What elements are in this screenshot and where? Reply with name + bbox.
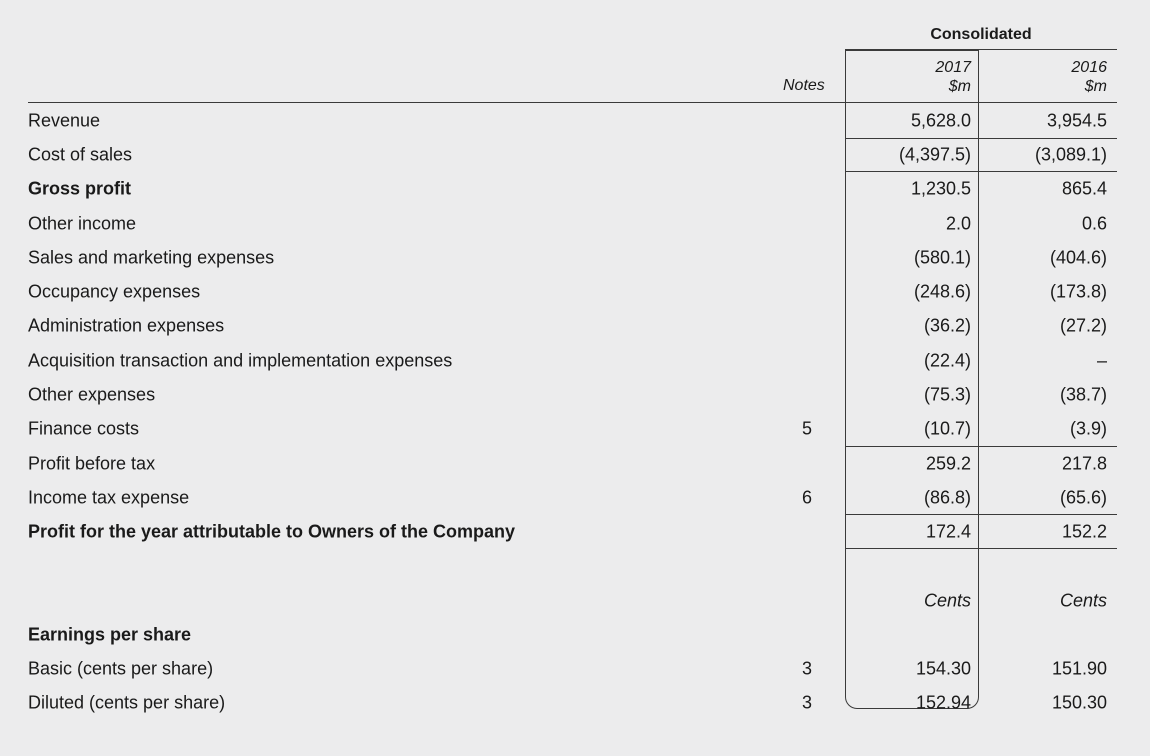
table-row bbox=[0, 447, 1150, 481]
table-row bbox=[0, 138, 1150, 172]
value-2016: 152.2 bbox=[1061, 521, 1107, 542]
value-2017: 2.0 bbox=[945, 213, 971, 234]
row-note: 5 bbox=[801, 418, 812, 439]
value-2016: – bbox=[1096, 350, 1107, 371]
table-row bbox=[0, 481, 1150, 515]
row-label: Acquisition transaction and implementation expenses bbox=[28, 350, 453, 371]
value-2017: (86.8) bbox=[923, 487, 971, 508]
profit-underline bbox=[845, 548, 1117, 549]
col-2016-unit: $m bbox=[1084, 78, 1107, 95]
value-2017: (22.4) bbox=[923, 350, 971, 371]
eps-unit-2016: Cents bbox=[1059, 590, 1107, 611]
value-2017: (10.7) bbox=[923, 418, 971, 439]
eps-heading: Earnings per share bbox=[28, 624, 192, 645]
value-2017: (580.1) bbox=[913, 247, 971, 268]
row-note: 6 bbox=[801, 487, 812, 508]
row-label: Revenue bbox=[28, 110, 101, 131]
row-label: Profit for the year attributable to Owners of the Company bbox=[28, 521, 516, 542]
col-2017-header bbox=[845, 58, 971, 96]
value-2017: (248.6) bbox=[913, 281, 971, 302]
value-2017: 154.30 bbox=[915, 658, 971, 679]
row-note: 3 bbox=[801, 692, 812, 713]
value-2017: 259.2 bbox=[925, 453, 971, 474]
table-row bbox=[0, 686, 1150, 720]
value-2016: 865.4 bbox=[1061, 178, 1107, 199]
row-label: Administration expenses bbox=[28, 315, 225, 336]
table-row bbox=[0, 207, 1150, 241]
table-row bbox=[0, 241, 1150, 275]
value-2016: (404.6) bbox=[1049, 247, 1107, 268]
table-row bbox=[0, 378, 1150, 412]
row-label: Gross profit bbox=[28, 178, 132, 199]
value-2016: 151.90 bbox=[1051, 658, 1107, 679]
value-2016: (65.6) bbox=[1059, 487, 1107, 508]
value-2016: (3,089.1) bbox=[1034, 144, 1107, 165]
table-row bbox=[0, 104, 1150, 138]
row-label: Diluted (cents per share) bbox=[28, 692, 226, 713]
value-2016: (3.9) bbox=[1069, 418, 1107, 439]
value-2016: 217.8 bbox=[1061, 453, 1107, 474]
value-2016: 0.6 bbox=[1081, 213, 1107, 234]
value-2017: (4,397.5) bbox=[898, 144, 971, 165]
row-label: Other expenses bbox=[28, 384, 156, 405]
row-label: Other income bbox=[28, 213, 137, 234]
eps-unit-2017: Cents bbox=[923, 590, 971, 611]
table-row bbox=[0, 275, 1150, 309]
row-label: Profit before tax bbox=[28, 453, 156, 474]
value-2016: (27.2) bbox=[1059, 315, 1107, 336]
value-2016: (38.7) bbox=[1059, 384, 1107, 405]
table-row bbox=[0, 172, 1150, 206]
eps-heading-row bbox=[0, 618, 1150, 652]
table-title: Consolidated bbox=[930, 26, 1032, 43]
value-2017: 172.4 bbox=[925, 521, 971, 542]
notes-header: Notes bbox=[783, 77, 825, 94]
row-label: Cost of sales bbox=[28, 144, 133, 165]
table-row bbox=[0, 344, 1150, 378]
value-2017: (36.2) bbox=[923, 315, 971, 336]
col-2016-header bbox=[981, 58, 1107, 96]
value-2016: 150.30 bbox=[1051, 692, 1107, 713]
row-label: Basic (cents per share) bbox=[28, 658, 214, 679]
col-2016-year: 2016 bbox=[1071, 59, 1107, 76]
table-row bbox=[0, 652, 1150, 686]
row-label: Finance costs bbox=[28, 418, 140, 439]
header-separator bbox=[28, 102, 1117, 103]
row-label: Occupancy expenses bbox=[28, 281, 201, 302]
value-2017: 5,628.0 bbox=[910, 110, 971, 131]
value-2017: 152.94 bbox=[915, 692, 971, 713]
row-label: Sales and marketing expenses bbox=[28, 247, 275, 268]
col-2017-year: 2017 bbox=[935, 59, 971, 76]
value-2016: 3,954.5 bbox=[1046, 110, 1107, 131]
row-note: 3 bbox=[801, 658, 812, 679]
eps-unit-row bbox=[0, 584, 1150, 618]
col-2017-unit: $m bbox=[948, 78, 971, 95]
row-label: Income tax expense bbox=[28, 487, 190, 508]
table-row bbox=[0, 515, 1150, 549]
table-row bbox=[0, 412, 1150, 446]
table-row bbox=[0, 309, 1150, 343]
value-2017: (75.3) bbox=[923, 384, 971, 405]
value-2016: (173.8) bbox=[1049, 281, 1107, 302]
value-2017: 1,230.5 bbox=[910, 178, 971, 199]
